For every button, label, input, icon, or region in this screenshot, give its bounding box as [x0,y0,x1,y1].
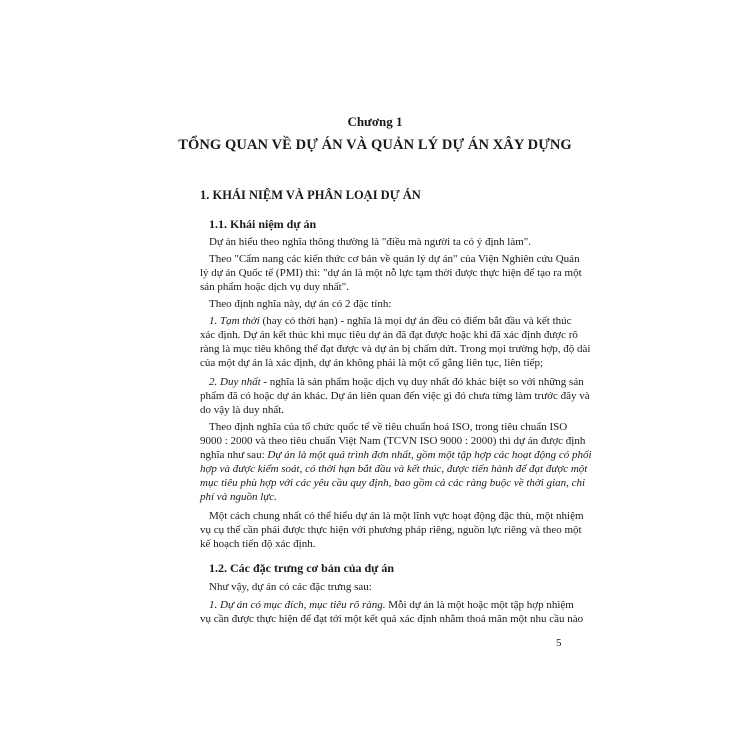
paragraph-text: - nghĩa là sản phẩm hoặc dịch vụ duy nhất đó khác biệt so với những sản [260,376,584,388]
paragraph-line: vụ cần được thực hiện để đạt tới một kết quả xác định nhằm thoả mãn một nhu cầu nào [200,613,584,625]
paragraph-line [209,375,584,389]
paragraph-line: 9000 : 2000 và theo tiêu chuẩn Việt Nam (TCVN ISO 9000 : 2000) thì dự án được định [200,435,586,447]
paragraph-line [209,314,572,328]
paragraph-line [209,598,574,612]
paragraph-line: phẩm đã có hoặc dự án khác. Dự án liên quan đến việc gì đó chưa từng làm trước đây và [200,390,590,402]
paragraph-line: Theo định nghĩa của tổ chức quốc tế về tiêu chuẩn hoá ISO, trong tiêu chuẩn ISO [209,421,568,433]
paragraph-line: Dự án hiểu theo nghĩa thông thường là "điều mà người ta có ý định làm". [209,236,531,248]
paragraph-text: nghĩa như sau: [200,449,268,461]
paragraph-line: Một cách chung nhất có thể hiểu dự án là một lĩnh vực hoạt động đặc thù, một nhiệm [209,510,584,522]
paragraph-line: xác định. Dự án kết thúc khi mục tiêu dự án đã đạt được hoặc khi đã xác định được rõ [200,329,578,341]
italic-definition: Dự án là một quá trình đơn nhất, gồm một tập hợp các hoạt động có phối [267,449,592,461]
subsection-heading: 1.2. Các đặc trưng cơ bản của dự án [209,561,395,575]
italic-term: 2. Duy nhất [209,376,261,388]
chapter-title: TỔNG QUAN VỀ DỰ ÁN VÀ QUẢN LÝ DỰ ÁN XÂY DỰNG [178,137,572,153]
paragraph-line: lý dự án Quốc tế (PMI) thì: "dự án là một nỗ lực tạm thời được thực hiện để tạo ra một [200,267,582,279]
italic-definition-line: mục tiêu phù hợp với các yêu cầu quy định, bao gồm cả các ràng buộc về thời gian, chi [200,477,586,489]
paragraph-text: (hay có thời hạn) - nghĩa là mọi dự án đều có điểm bắt đầu và kết thúc [259,315,572,327]
paragraph-line: kế hoạch tiến độ xác định. [200,538,316,550]
paragraph-line: sản phẩm hoặc dịch vụ duy nhất". [200,281,349,293]
paragraph-line: vụ cụ thể cần phải được thực hiện với phương pháp riêng, nguồn lực riêng và theo một [200,524,582,536]
paragraph-line: Theo định nghĩa này, dự án có 2 đặc tính: [209,298,392,310]
italic-term: 1. Dự án có mục đích, mục tiêu rõ ràng. [209,599,386,611]
paragraph-line: Theo "Cẩm nang các kiến thức cơ bản về quản lý dự án" của Viện Nghiên cứu Quản [209,253,580,265]
paragraph-line: do vậy là duy nhất. [200,404,285,416]
paragraph-line: Như vậy, dự án có các đặc trưng sau: [209,581,372,593]
italic-definition-line: phí và nguồn lực. [200,491,277,503]
paragraph-line: ràng là mục tiêu không thể đạt được và dự án bị chấm dứt. Trong mọi trường hợp, độ dài [200,343,591,355]
italic-definition-line: hợp và được kiểm soát, có thời hạn bắt đầu và kết thúc, được tiến hành để đạt được một [200,463,588,475]
page-number: 5 [556,637,562,649]
paragraph-line: của một dự án là xác định, dự án không phải là một cố gắng liên tục, liên tiếp; [200,357,544,369]
subsection-heading: 1.1. Khái niệm dự án [209,217,317,231]
paragraph-text: Mỗi dự án là một hoặc một tập hợp nhiệm [385,599,574,611]
paragraph-line [200,448,592,462]
section-heading: 1. KHÁI NIỆM VÀ PHÂN LOẠI DỰ ÁN [200,188,421,202]
italic-term: 1. Tạm thời [209,315,260,327]
chapter-label: Chương 1 [347,114,403,129]
